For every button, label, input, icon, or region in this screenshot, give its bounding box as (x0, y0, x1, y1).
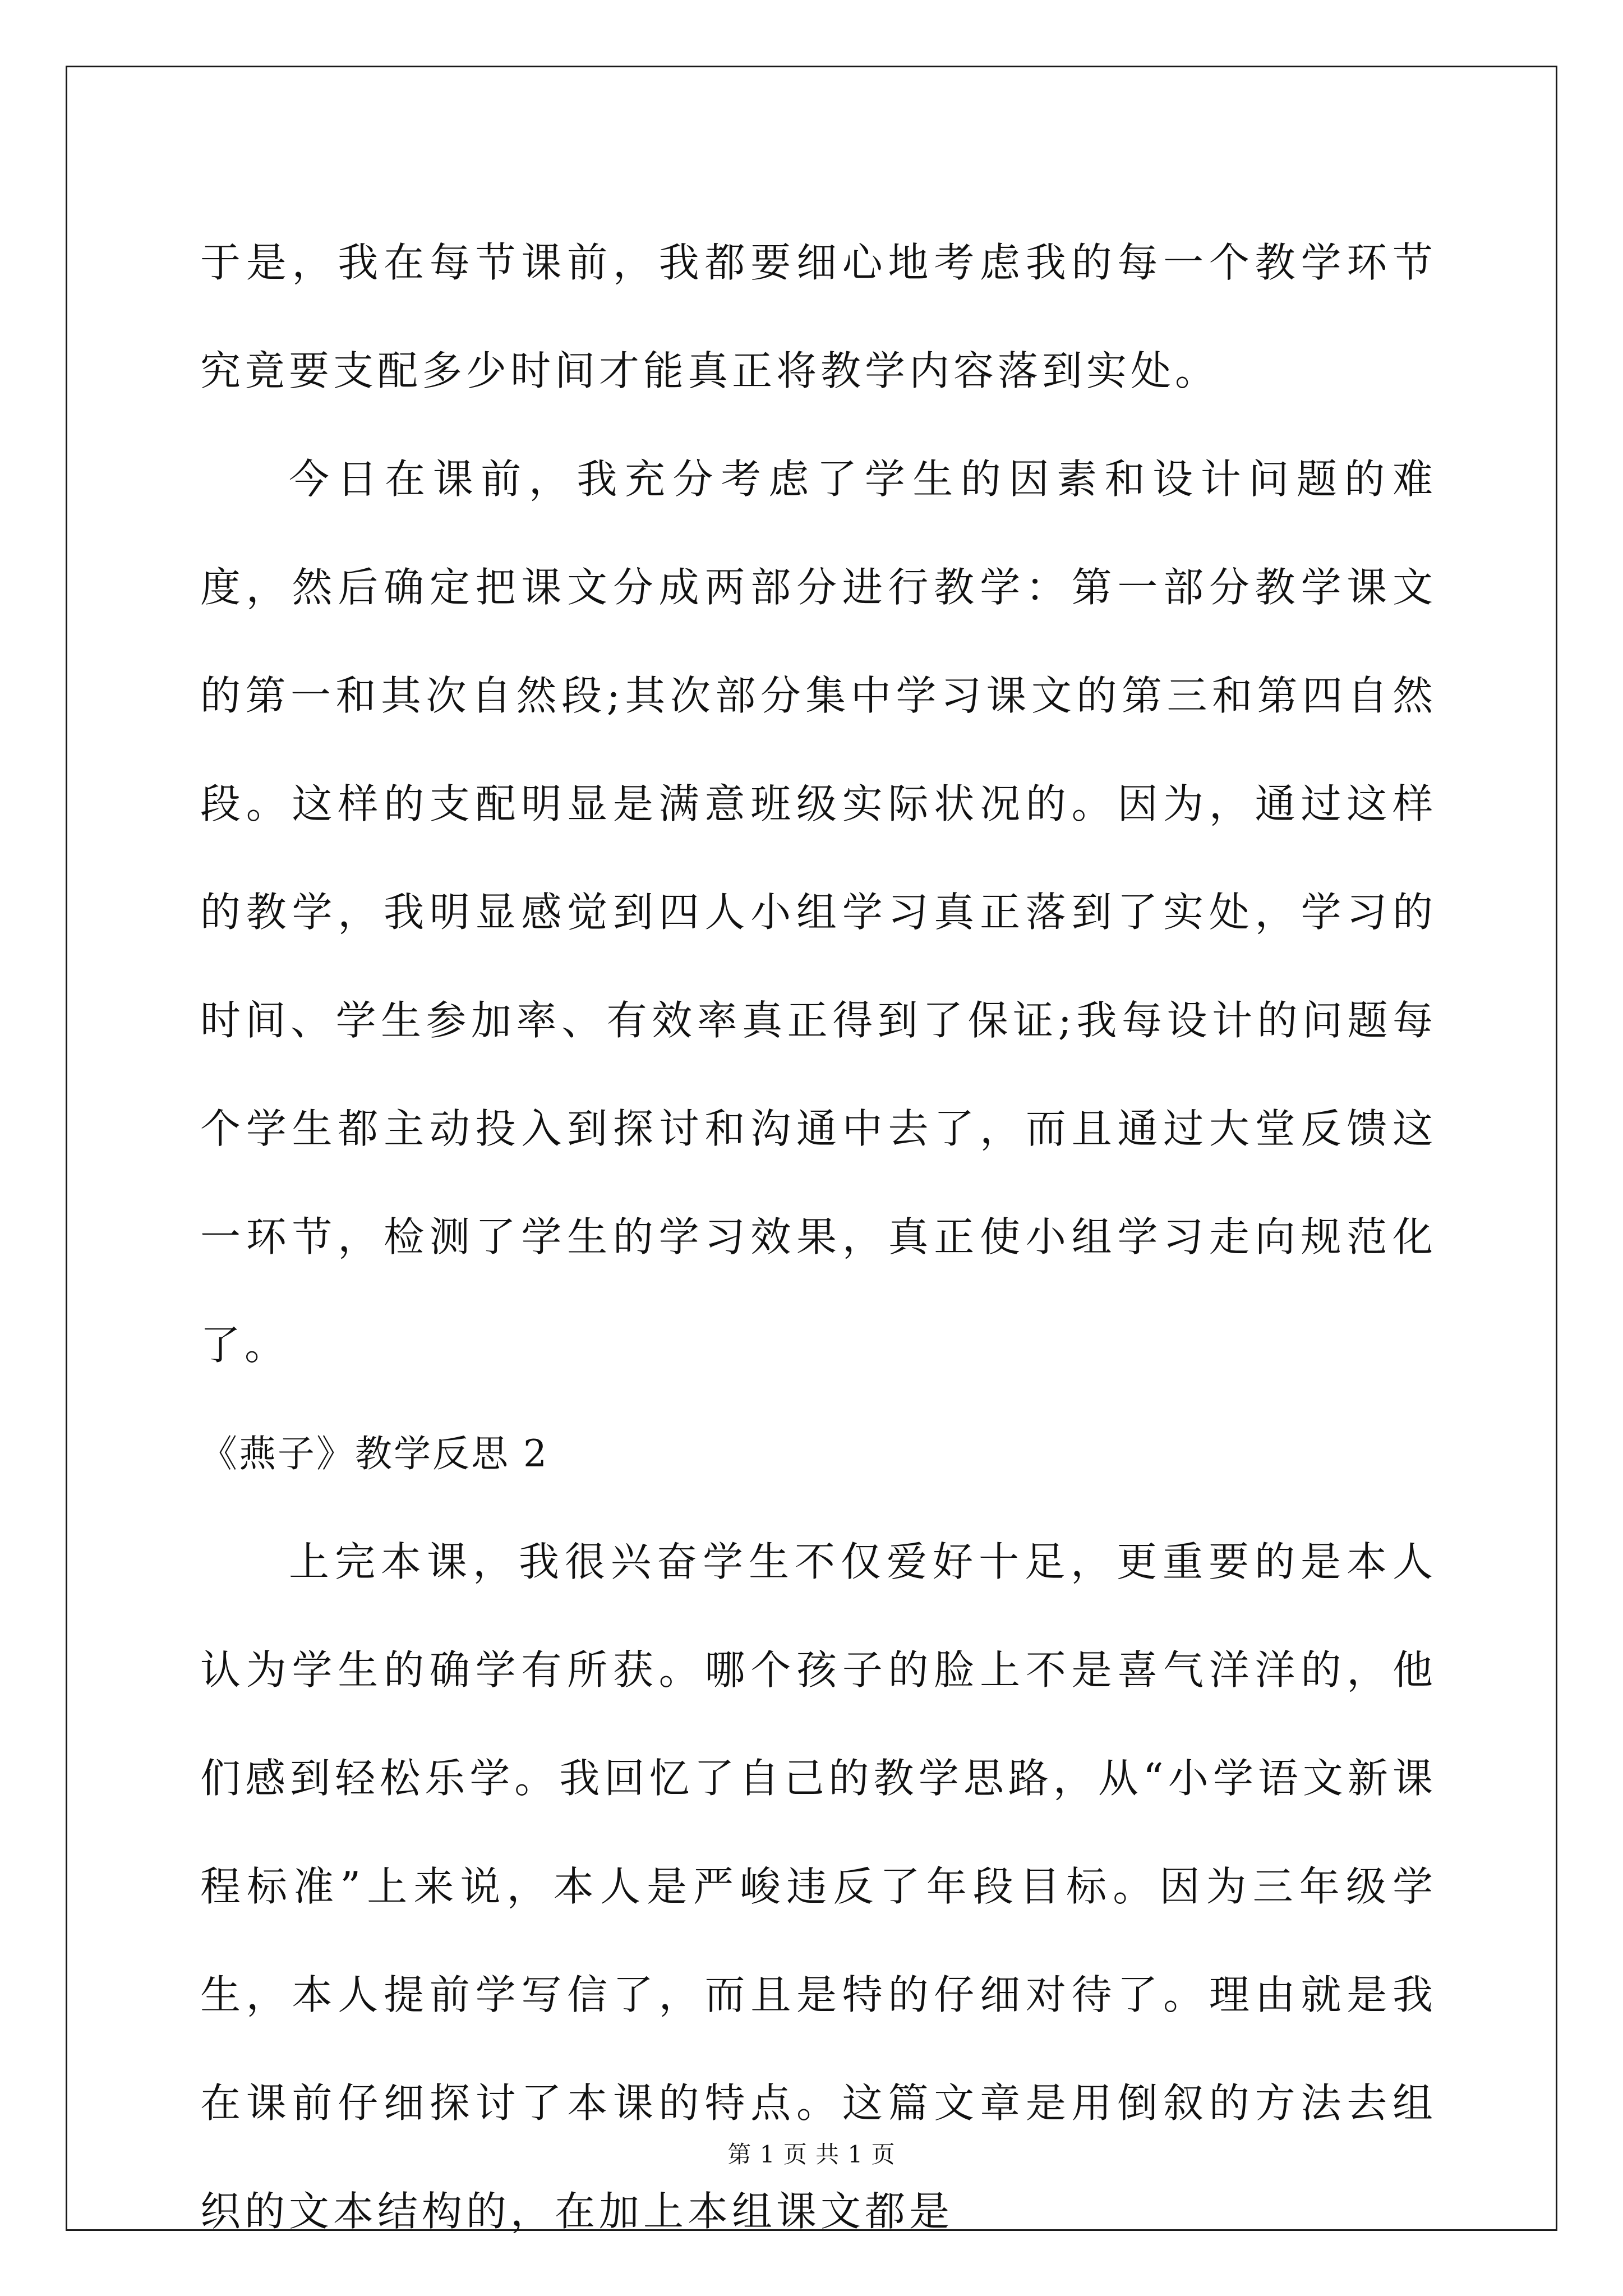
page-footer: 第 1 页 共 1 页 (727, 2141, 896, 2168)
paragraph-3: 上完本课，我很兴奋学生不仅爱好十足，更重要的是本人认为学生的确学有所获。哪个孩子的脸上不是喜气洋洋的，他们感到轻松乐学。我回忆了自己的教学思路，从“小学语文新课程标准”上来说，本人是严峻违反了年段目标。因为三年级学生，本人提前学写信了，而且是特的仔细对待了。理由就是我在课前仔细探讨了本课的特点。这篇文章是用倒叙的方法去组织的文本结构的，在加上本组课文都是 (200, 1538, 1437, 2235)
document-body (200, 209, 1437, 2266)
paragraph-2: 今日在课前，我充分考虑了学生的因素和设计问题的难度，然后确定把课文分成两部分进行教学：第一部分教学课文的第一和其次自然段;其次部分集中学习课文的第三和第四自然段。这样的支配明显是满意班级实际状况的。因为，通过这样的教学，我明显感觉到四人小组学习真正落到了实处，学习的时间、学生参加率、有效率真正得到了保证;我每设计的问题每个学生都主动投入到探讨和沟通中去了，而且通过大堂反馈这一环节，检测了学生的学习效果，真正使小组学习走向规范化了。 (200, 455, 1437, 1369)
section-heading: 《燕子》教学反思 2 (200, 1432, 548, 1475)
paragraph-1: 于是，我在每节课前，我都要细心地考虑我的每一个教学环节究竟要支配多少时间才能真正将教学内容落到实处。 (200, 239, 1437, 394)
